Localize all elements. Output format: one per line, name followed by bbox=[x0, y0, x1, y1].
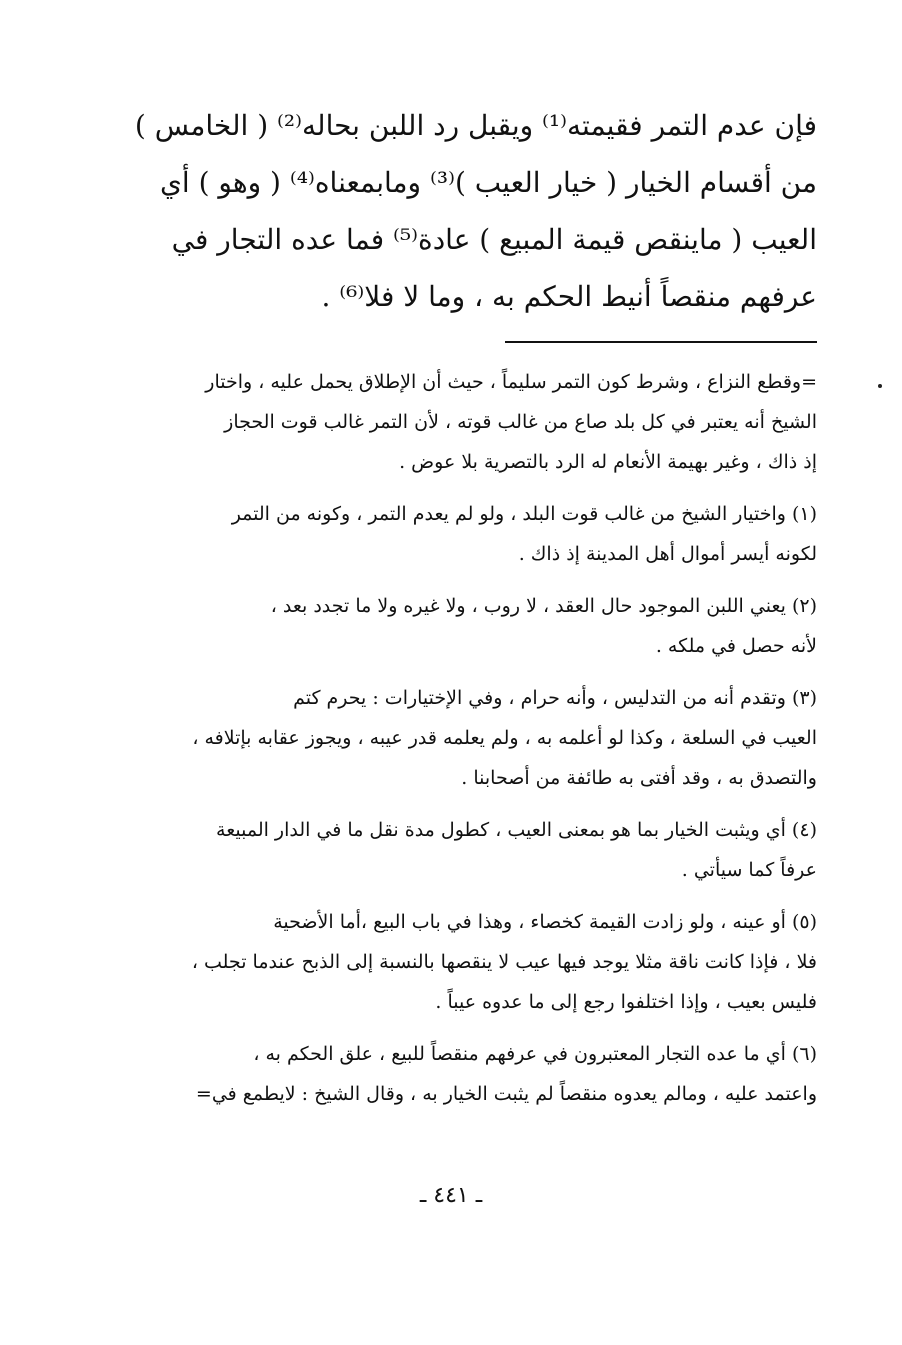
footnote-line: لأنه حصل في ملكه . bbox=[655, 635, 817, 657]
footnote-line: عرفاً كما سيأتي . bbox=[681, 859, 817, 881]
footnote-continuation bbox=[95, 362, 817, 482]
footnote-5 bbox=[95, 902, 817, 1022]
footnote-line: فلا ، فإذا كانت ناقة مثلا يوجد فيها عيب لا ينقصها بالنسبة إلى الذبح عندما تجلب ، bbox=[191, 951, 817, 973]
footnotes bbox=[95, 362, 817, 1114]
footnote-line: والتصدق به ، وقد أفتى به طائفة من أصحابنا . bbox=[461, 767, 817, 789]
footnote-line: إذ ذاك ، وغير بهيمة الأنعام له الرد بالتصرية بلا عوض . bbox=[399, 451, 817, 473]
margin-mark bbox=[878, 384, 882, 388]
footnote-line: (١) واختيار الشيخ من غالب قوت البلد ، ولو لم يعدم التمر ، وكونه من التمر bbox=[231, 503, 817, 525]
main-text-line: من أقسام الخيار ( خيار العيب )⁽³⁾ ومابمعناه⁽⁴⁾ ( وهو ) أي bbox=[159, 166, 817, 199]
footnote-line: =وقطع النزاع ، وشرط كون التمر سليماً ، حيث أن الإطلاق يحمل عليه ، واختار bbox=[205, 371, 817, 393]
footnote-line: فليس بعيب ، وإذا اختلفوا رجع إلى ما عدوه عيباً . bbox=[435, 991, 817, 1013]
footnote-4 bbox=[95, 810, 817, 890]
footnote-line: (٥) أو عينه ، ولو زادت القيمة كخصاء ، وهذا في باب البيع ،أما الأضحية bbox=[273, 911, 817, 933]
footnote-line: (٢) يعني اللبن الموجود حال العقد ، لا روب ، ولا غيره ولا ما تجدد بعد ، bbox=[270, 595, 817, 617]
footnote-line: الشيخ أنه يعتبر في كل بلد صاع من غالب قوته ، لأن التمر غالب قوت الحجاز bbox=[224, 411, 817, 433]
main-text-line: العيب ( ماينقص قيمة المبيع ) عادة⁽⁵⁾ فما عده التجار في bbox=[171, 223, 817, 256]
footnote-line: (٤) أي ويثبت الخيار بما هو بمعنى العيب ، كطول مدة نقل ما في الدار المبيعة bbox=[216, 819, 817, 841]
main-text bbox=[95, 97, 817, 325]
footnote-2 bbox=[95, 586, 817, 666]
footnote-line: لكونه أيسر أموال أهل المدينة إذ ذاك . bbox=[518, 543, 817, 565]
footnote-separator bbox=[505, 341, 817, 343]
footnote-line: العيب في السلعة ، وكذا لو أعلمه به ، ولم يعلمه قدر عيبه ، ويجوز عقابه بإتلافه ، bbox=[192, 727, 817, 749]
page-number: ـ ٤٤١ ـ bbox=[419, 1183, 483, 1208]
footnote-line: (٣) وتقدم أنه من التدليس ، وأنه حرام ، وفي الإختيارات : يحرم كتم bbox=[293, 687, 817, 709]
footnote-1 bbox=[95, 494, 817, 574]
main-text-line: عرفهم منقصاً أنيط الحكم به ، وما لا فلا⁽⁶⁾ . bbox=[321, 280, 817, 313]
footnote-line: (٦) أي ما عده التجار المعتبرون في عرفهم منقصاً للبيع ، علق الحكم به ، bbox=[253, 1043, 817, 1065]
footnote-3 bbox=[95, 678, 817, 798]
footnote-6 bbox=[95, 1034, 817, 1114]
main-text-line: فإن عدم التمر فقيمته⁽¹⁾ ويقبل رد اللبن بحاله⁽²⁾ ( الخامس ) bbox=[134, 109, 817, 142]
footnote-line: واعتمد عليه ، ومالم يعدوه منقصاً لم يثبت الخيار به ، وقال الشيخ : لايطمع في= bbox=[195, 1083, 817, 1105]
